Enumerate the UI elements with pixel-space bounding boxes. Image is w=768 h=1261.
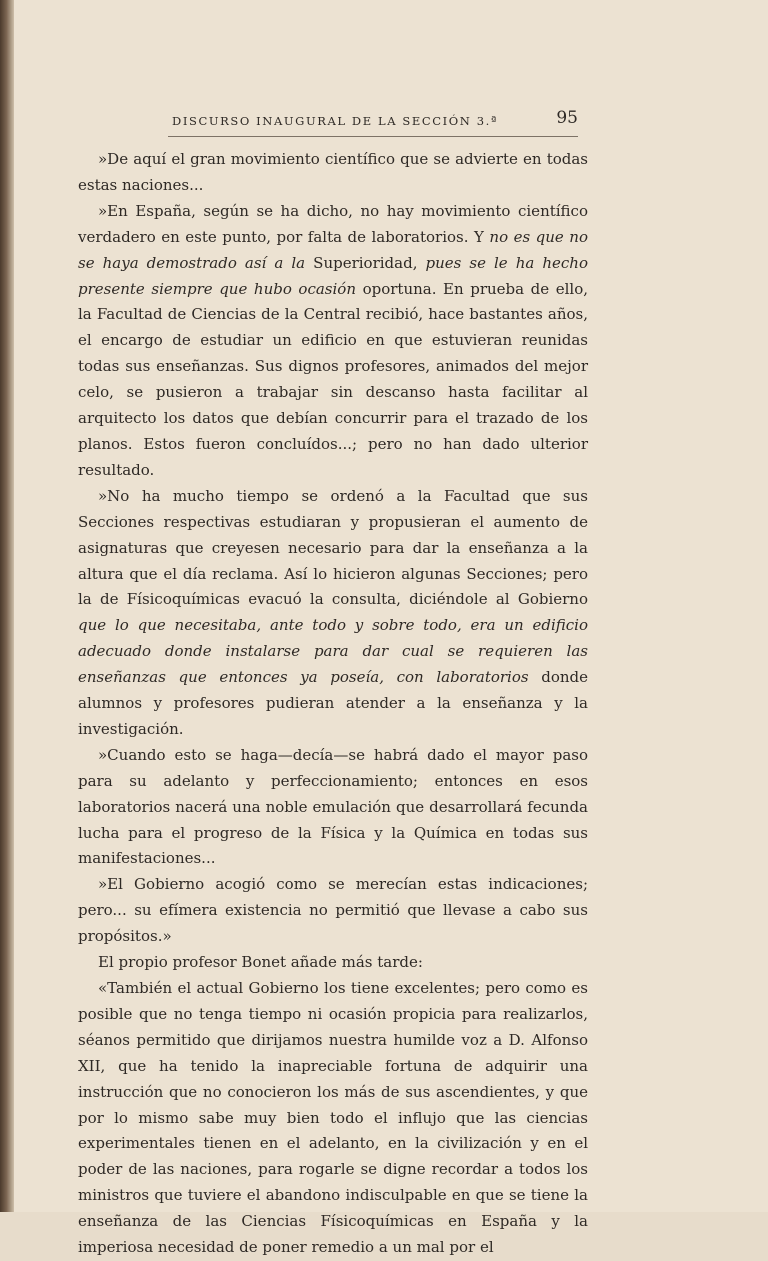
paragraph-5: »El Gobierno acogió como se merecían estas indicaciones; pero... su efímera existencia no permitió que llevase a cabo sus propósitos.» (78, 875, 588, 946)
running-head: DISCURSO INAUGURAL DE LA SECCIÓN 3.ª (172, 114, 498, 128)
text-run: »No ha mucho tiempo se ordenó a la Facultad que sus Secciones respectivas estudiaran y propusieran el aumento de asignaturas que creyesen necesario para dar la enseñanza a la altura que el día reclama. Así lo hicieron algunas Secciones; pero la de Físicoquímicas evacuó la consulta, diciéndole al Gobierno (78, 486, 588, 609)
paragraph-3 (78, 484, 588, 743)
paragraph-7: «También el actual Gobierno los tiene excelentes; pero como es posible que no tenga tiempo ni ocasión propicia para realizarlos, séanos permitido que dirijamos nuestra humilde voz a D. Alfonso XII, que ha tenido la inapreciable fortuna de adquirir una instrucción que no conocieron los más de sus ascendientes, y que por lo mismo sabe muy bien todo el influjo que las ciencias experimentales tienen en el adelanto, en la civilización y en el poder de las naciones, para rogarle se digne recordar a todos los ministros que tuviere el abandono indisculpable en que se tiene la enseñanza de las Ciencias Físicoquímicas en España y la imperiosa necesidad de poner remedio a un mal por el (78, 979, 588, 1257)
text-run: oportuna. En prueba de ello, la Facultad de Ciencias de la Central recibió, hace bastantes años, el encargo de estudiar un edificio en que estuvieran reunidas todas sus enseñanzas. Sus dignos profesores, animados del mejor celo, se pusieron a trabajar sin descanso hasta facilitar al arquitecto los datos que debían concurrir para el trazado de los planos. Estos fueron concluídos...; pero no han dado ulterior resultado. (78, 279, 588, 479)
italic-run: no es que no se haya demostrado así a la (78, 227, 588, 272)
page-number: 95 (556, 108, 578, 128)
text-run: »En España, según se ha dicho, no hay movimiento científico verdadero en este punto, por falta de laboratorios. Y (78, 201, 588, 246)
text-run: Superioridad, (305, 253, 426, 272)
book-spine (0, 0, 14, 1212)
paragraph-2 (78, 199, 588, 484)
header-rule (168, 136, 578, 137)
paragraph-1: »De aquí el gran movimiento científico que se advierte en todas estas naciones... (78, 150, 588, 194)
paragraph-6: El propio profesor Bonet añade más tarde: (98, 953, 423, 972)
italic-run: que lo que necesitaba, ante todo y sobre todo, era un edificio adecuado donde instalarse para dar cual se requieren las enseñanzas que entonces ya poseía, con laboratorios (78, 616, 588, 687)
italic-run: pues se le ha hecho presente siempre que hubo ocasión (78, 253, 588, 298)
paragraph-4: »Cuando esto se haga—decía—se habrá dado el mayor paso para su adelanto y perfeccionamiento; entonces en esos laboratorios nacerá una noble emulación que desarrollará fecunda lucha para el progreso de la Física y la Química en todas sus manifestaciones... (78, 745, 588, 868)
text-run: donde alumnos y profesores pudieran atender a la enseñanza y la investigación. (78, 668, 588, 738)
body-text (78, 147, 588, 1261)
page-header (168, 108, 578, 138)
